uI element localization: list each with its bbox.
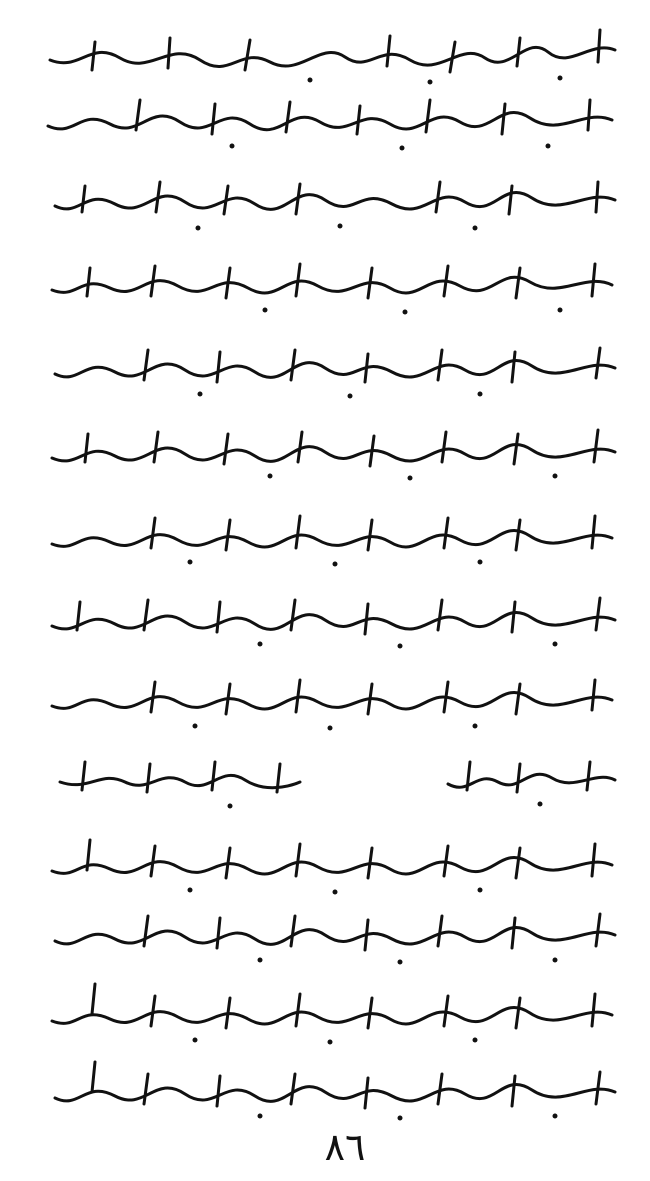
page-number: ٨٦ — [324, 1125, 366, 1169]
manuscript-line-6 — [52, 430, 615, 466]
manuscript-line-11 — [52, 840, 612, 878]
manuscript-line-13 — [52, 984, 612, 1028]
manuscript-line-8 — [52, 598, 615, 634]
manuscript-line-4 — [52, 264, 612, 298]
manuscript-line-12 — [55, 914, 615, 950]
manuscript-line-1 — [50, 30, 615, 72]
manuscript-line-14 — [55, 1062, 615, 1108]
manuscript-line-10 — [60, 762, 615, 792]
manuscript-line-3 — [55, 182, 615, 214]
manuscript-line-2 — [48, 100, 612, 134]
manuscript-line-5 — [55, 348, 615, 382]
diacritic-dots — [188, 76, 563, 1121]
manuscript-line-9 — [52, 680, 612, 714]
manuscript-line-7 — [52, 516, 612, 550]
